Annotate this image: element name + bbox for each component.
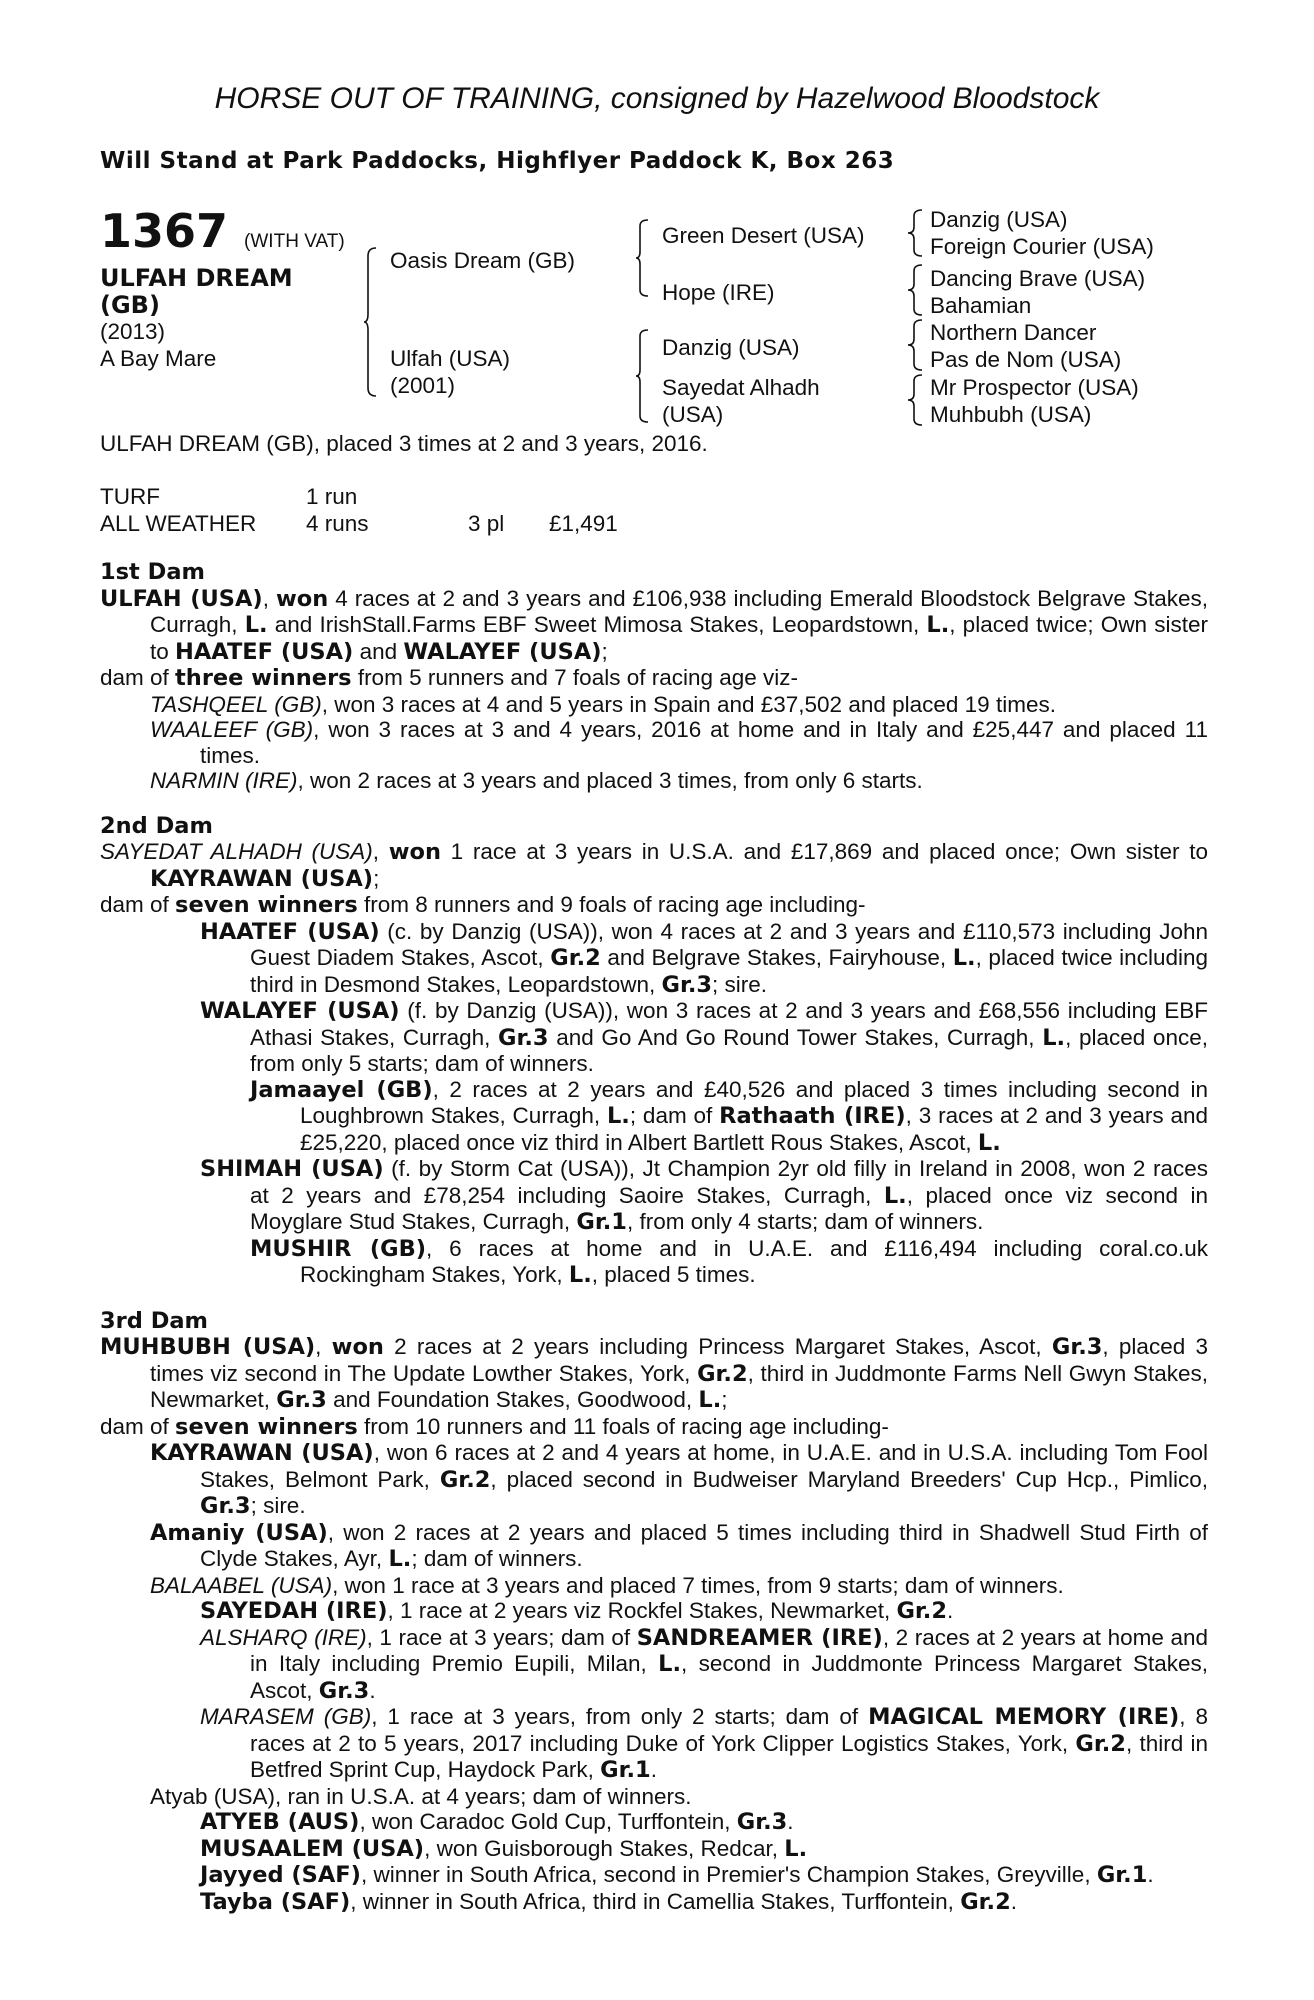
listed-tag: L. [388,1546,412,1572]
text: and Belgrave Stakes, Fairyhouse, [600,945,953,970]
stand-location: Will Stand at Park Paddocks, Highflyer Paddock K, Box 263 [100,148,895,174]
listed-tag: L. [658,1651,682,1677]
produce-entry [100,998,1208,1077]
turf-label: TURF [100,484,160,509]
second-dam-produce-summary [100,892,1208,919]
grade-tag: Gr.3 [200,1493,251,1519]
pedigree-sds: Dancing Brave (USA) [930,266,1146,291]
text: and IrishStall.Farms EBF Sweet Mimosa Stakes, Leopardstown, [267,612,927,637]
produce-name: MARASEM (GB) [200,1704,372,1729]
text: , 1 race at 3 years, from only 2 starts; dam of [371,1704,869,1729]
produce-entry [100,1520,1208,1573]
text: dam of [100,892,176,917]
won-label: won [275,585,329,612]
produce-name: MAGICAL MEMORY (IRE) [868,1704,1180,1730]
pedigree-brace-sire [364,246,378,398]
text: , placed 5 times. [591,1262,756,1287]
first-dam-heading: 1st Dam [100,559,205,585]
text: , winner in South Africa, third in Camellia Stakes, Turffontein, [350,1888,961,1914]
listed-tag: L. [698,1387,722,1413]
text: , third in Betfred Sprint Cup, Haydock Park, [250,1730,1208,1782]
winners-count: seven winners [175,1413,358,1440]
turf-runs: 1 run [306,484,358,509]
produce-entry [100,1809,1208,1836]
text: . [1010,1888,1018,1914]
text: , won 2 races at 3 years and placed 3 times, from only 6 starts. [297,768,923,793]
horse-name: ULFAH DREAM [100,264,293,292]
produce-name: MUSAALEM (USA) [200,1835,425,1862]
text: from 8 runners and 9 foals of racing age including- [357,892,866,917]
text: 2 races at 2 years including Princess Margaret Stakes, Ascot, [383,1334,1052,1359]
text: ; [601,638,608,664]
pedigree-sire-dam: Hope (IRE) [662,280,775,305]
text: , second in Juddmonte Princess Margaret Stakes, Ascot, [250,1651,1208,1703]
text: ; [373,865,380,891]
listed-tag: L. [244,612,268,638]
text: and [353,638,404,664]
pedigree-brace-ss [636,218,650,298]
produce-name: Tayba (SAF) [200,1888,351,1915]
vat-note: (WITH VAT) [244,231,345,252]
produce-entry [100,1573,1208,1599]
produce-entry [100,1625,1208,1705]
produce-entry [100,1236,1208,1289]
pedigree-dam-dam: Sayedat Alhadh [662,375,820,400]
text: . [650,1757,657,1782]
race-summary: ULFAH DREAM (GB), placed 3 times at 2 and 3 years, 2016. [100,431,708,456]
grade-tag: Gr.1 [600,1757,651,1783]
pedigree-dsd: Pas de Nom (USA) [930,347,1122,372]
text: dam of [100,1413,176,1439]
produce-entry [100,1598,1208,1625]
sibling-name: HAATEF (USA) [175,638,354,665]
text: , placed twice; Own sister to [150,612,1208,664]
text: , 1 race at 3 years; dam of [366,1624,637,1650]
produce-name: Rathaath (IRE) [719,1103,906,1129]
grade-tag: Gr.2 [1075,1730,1126,1757]
pedigree-dam-dam-country: (USA) [662,402,724,427]
produce-entry [100,768,1208,794]
grade-tag: Gr.2 [697,1360,748,1387]
won-label: won [388,839,441,865]
text: , placed 3 times viz second in The Update Lowther Stakes, York, [150,1334,1208,1386]
text: from 10 runners and 11 foals of racing age including- [357,1413,889,1439]
produce-name: BALAABEL (USA) [150,1572,333,1598]
text: . [1147,1862,1154,1887]
winners-count: three winners [175,665,352,691]
first-dam-produce-summary [100,665,1208,692]
produce-name: NARMIN (IRE) [150,768,298,793]
aw-prize: £1,491 [549,511,618,536]
pedigree-sss: Danzig (USA) [930,207,1068,232]
text: , placed once, from only 5 starts; dam of winners. [250,1024,1208,1076]
lot-number [100,204,345,258]
produce-name: KAYRAWAN (USA) [150,1440,374,1466]
text: , won Guisborough Stakes, Redcar, [424,1835,785,1861]
produce-name: SANDREAMER (IRE) [636,1624,883,1651]
pedigree-sdd: Bahamian [930,293,1032,318]
dam-name: SAYEDAT ALHADH (USA) [100,839,373,864]
listed-tag: L. [568,1262,592,1288]
second-dam-heading: 2nd Dam [100,812,213,839]
text: , 2 races at 2 years and £40,526 and placed 3 times including second in Loughbrown Stakes, Curragh, [300,1076,1208,1128]
produce-entry [100,1862,1208,1889]
produce-entry [100,717,1208,768]
grade-tag: Gr.2 [896,1598,948,1624]
text: , from only 4 starts; dam of winners. [626,1209,984,1234]
listed-tag: L. [784,1835,808,1862]
page-title: HORSE OUT OF TRAINING, consigned by Hazelwood Bloodstock [214,82,1100,115]
text: dam of [100,665,176,690]
horse-name-country: (GB) [100,291,160,319]
aw-label: ALL WEATHER [100,511,257,536]
text: , 2 races at 2 years at home and in Italy including Premio Eupili, Milan, [250,1624,1208,1676]
third-dam-produce-summary [100,1414,1208,1441]
first-dam-entry: ULFAH (USA), won 4 races at 2 and 3 years and £106,938 including Emerald Bloodstock Belgrave Stakes, Curragh, L. and IrishStall.Farms EBF Sweet Mimosa Stakes, Leopardstown, L., placed twice; Own sister to HAATEF (USA) and WALAYEF (USA); [100,585,1208,665]
pedigree-brace-ds [636,328,650,424]
sibling-name: WALAYEF (USA) [403,638,602,665]
grade-tag: Gr.2 [439,1466,491,1493]
text: , 3 races at 2 and 3 years and £25,220, placed once viz third in Albert Bartlett Rous Stakes, Ascot, [300,1103,1209,1155]
pedigree-sire: Oasis Dream (GB) [390,248,576,273]
pedigree-brace-3d [908,373,924,427]
pedigree-dss: Northern Dancer [930,320,1097,345]
dam-lines [100,560,1208,1915]
aw-placed: 3 pl [468,511,505,536]
grade-tag: Gr.1 [1096,1862,1148,1888]
text: , won 1 race at 3 years and placed 7 times, from 9 starts; dam of winners. [332,1572,1064,1598]
produce-name: SAYEDAH (IRE) [200,1598,388,1624]
pedigree-dam: Ulfah (USA) [390,346,511,371]
pedigree-dam-year: (2001) [390,373,456,398]
horse-year: (2013) [100,319,166,344]
produce-entry [100,1077,1208,1157]
pedigree-sire-sire: Green Desert (USA) [662,223,865,248]
text: . [787,1809,794,1834]
pedigree-dds: Mr Prospector (USA) [930,375,1139,400]
text: (f. by Storm Cat (USA)), Jt Champion 2yr old filly in Ireland in 2008, won 2 races at 2 years and £78,254 including Saoire Stakes, Curragh, [250,1156,1208,1208]
text: from 5 runners and 7 foals of racing age viz- [351,665,799,690]
text: . [369,1677,376,1703]
produce-entry [100,692,1208,718]
text: and Go And Go Round Tower Stakes, Curragh, [548,1024,1043,1050]
grade-tag: Gr.2 [960,1888,1011,1915]
produce-entry: Atyab (USA), ran in U.S.A. at 4 years; dam of winners. [150,1783,692,1809]
grade-tag: Gr.3 [661,971,713,998]
grade-tag: Gr.3 [318,1677,370,1704]
text: , won 2 races at 2 years and placed 5 times including third in Shadwell Stud Firth of Clyde Stakes, Ayr, [200,1519,1208,1571]
text: , placed twice including third in Desmond Stakes, Leopardstown, [250,945,1208,997]
second-dam-entry: SAYEDAT ALHADH (USA), won 1 race at 3 years in U.S.A. and £17,869 and placed once; Own sister to KAYRAWAN (USA); [100,839,1208,892]
won-label: won [331,1334,384,1360]
grade-tag: Gr.3 [736,1809,788,1835]
pedigree-dam-sire: Danzig (USA) [662,335,800,360]
text: ; dam of [629,1103,720,1128]
produce-name: ALSHARQ (IRE) [200,1624,367,1650]
produce-name: TASHQEEL (GB) [150,691,322,717]
pedigree-brace-3c [908,318,924,372]
listed-tag: L. [1042,1024,1066,1051]
produce-entry [100,1889,1208,1916]
text: ; dam of winners. [411,1546,583,1571]
text: (c. by Danzig (USA)), won 4 races at 2 and 3 years and £110,573 including John Guest Diadem Stakes, Ascot, [250,918,1208,970]
sibling-name: KAYRAWAN (USA) [150,865,374,892]
pedigree-ssd: Foreign Courier (USA) [930,234,1154,259]
text: . [947,1598,954,1623]
listed-tag: L. [926,612,950,638]
text: , third in Juddmonte Farms Nell Gwyn Stakes, Newmarket, [150,1360,1208,1412]
text: 4 races at 2 and 3 years and £106,938 including Emerald Bloodstock Belgrave Stakes, Curragh, [150,585,1208,637]
third-dam-entry: MUHBUBH (USA), won 2 races at 2 years including Princess Margaret Stakes, Ascot, Gr.3, placed 3 times viz second in The Update Lowther Stakes, York, Gr.2, third in Juddmonte Farms Nell Gwyn Stakes, Newmarket, Gr.3 and Foundation Stakes, Goodwood, L.; [100,1334,1208,1413]
dam-name: MUHBUBH (USA) [100,1334,316,1360]
produce-name: Jamaayel (GB) [250,1076,433,1103]
grade-tag: Gr.3 [498,1024,549,1051]
produce-entry [100,1156,1208,1236]
produce-name: WAALEEF (GB) [150,717,314,742]
produce-name: MUSHIR (GB) [250,1235,427,1262]
text: ; sire. [250,1493,306,1518]
produce-name: HAATEF (USA) [200,918,380,945]
text: ; sire. [712,971,768,997]
grade-tag: Gr.2 [550,945,601,971]
text: , won 3 races at 4 and 5 years in Spain and £37,502 and placed 19 times. [321,691,1056,717]
produce-entry [100,1836,1208,1863]
listed-tag: L. [977,1129,1001,1156]
grade-tag: Gr.3 [1051,1334,1103,1360]
produce-name: Jayyed (SAF) [200,1862,361,1888]
text: , 1 race at 2 years viz Rockfel Stakes, Newmarket, [387,1598,897,1623]
text: , 6 races at home and in U.A.E. and £116,494 including coral.co.uk Rockingham Stakes, York, [300,1235,1208,1287]
produce-entry [100,919,1208,999]
text: and Foundation Stakes, Goodwood, [326,1387,699,1412]
dam-name: ULFAH (USA) [100,585,263,612]
text: , won 3 races at 3 and 4 years, 2016 at home and in Italy and £25,447 and placed 11 times. [200,717,1208,768]
pedigree-brace-3b [908,263,924,317]
produce-name: WALAYEF (USA) [200,998,400,1024]
grade-tag: Gr.1 [576,1209,627,1235]
winners-count: seven winners [175,892,358,918]
text: , won Caradoc Gold Cup, Turffontein, [359,1809,737,1834]
third-dam-heading: 3rd Dam [100,1307,208,1334]
text: , won 6 races at 2 and 4 years at home, in U.A.E. and in U.S.A. including Tom Fool Stakes, Belmont Park, [200,1440,1209,1492]
text: , placed second in Budweiser Maryland Breeders' Cup Hcp., Pimlico, [490,1466,1208,1492]
text: 1 race at 3 years in U.S.A. and £17,869 and placed once; Own sister to [440,839,1208,864]
text: ; [721,1387,728,1412]
produce-name: Amaniy (USA) [150,1519,328,1546]
text: (f. by Danzig (USA)), won 3 races at 2 and 3 years and £68,556 including EBF Athasi Stakes, Curragh, [250,998,1208,1050]
listed-tag: L. [883,1182,907,1209]
text: , placed once viz second in Moyglare Stud Stakes, Curragh, [250,1182,1208,1234]
text: , winner in South Africa, second in Premier's Champion Stakes, Greyville, [360,1862,1097,1887]
horse-description: A Bay Mare [100,346,217,371]
produce-name: SHIMAH (USA) [200,1156,384,1182]
lot-number-value: 1367 [100,204,229,258]
produce-entry [100,1440,1208,1520]
pedigree-ddd: Muhbubh (USA) [930,402,1092,427]
produce-entry [100,1704,1208,1784]
grade-tag: Gr.3 [276,1387,327,1413]
text: , 8 races at 2 to 5 years, 2017 including Duke of York Clipper Logistics Stakes, York, [250,1704,1208,1756]
listed-tag: L. [952,945,976,971]
listed-tag: L. [606,1103,630,1129]
aw-runs: 4 runs [306,511,369,536]
produce-name: ATYEB (AUS) [200,1809,360,1835]
pedigree-brace-3a [908,208,924,258]
